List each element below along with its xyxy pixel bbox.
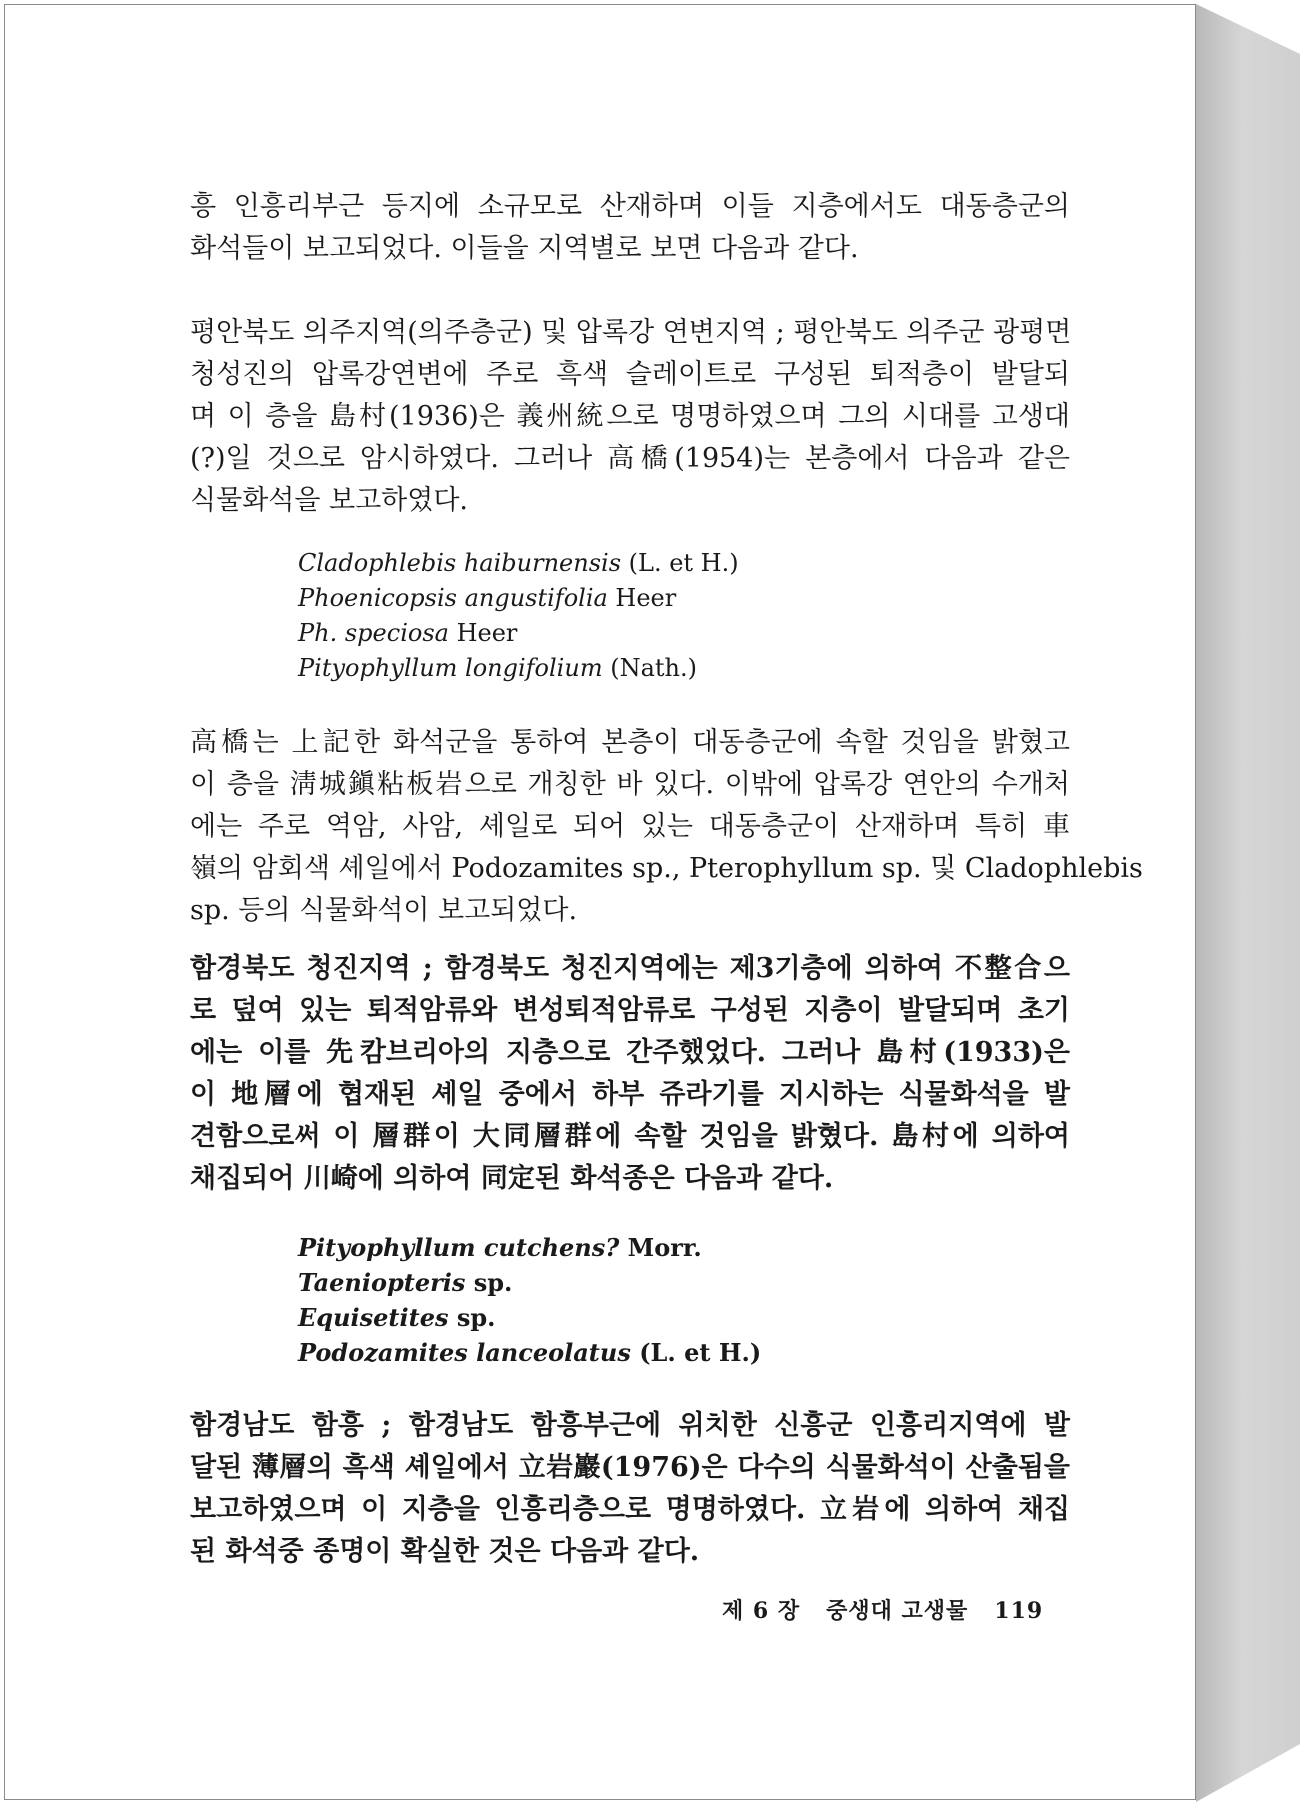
text-line: 高橋는 上記한 화석군을 통하여 본층이 대동층군에 속할 것임을 밝혔고 — [190, 727, 1070, 758]
text-line: 된 화석중 종명이 확실한 것은 다음과 같다. — [190, 1536, 700, 1567]
species-item: Taeniopteris sp. — [298, 1268, 513, 1297]
text-line: 함경북도 청진지역 ; 함경북도 청진지역에는 제3기층에 의하여 不整合으 — [190, 953, 1070, 984]
text-line: (?)일 것으로 암시하였다. 그러나 高橋(1954)는 본층에서 다음과 같은 — [190, 443, 1070, 474]
species-list-1 — [298, 546, 739, 686]
text-line: sp. 등의 식물화석이 보고되었다. — [190, 895, 578, 926]
species-item: Pityophyllum cutchens? Morr. — [298, 1233, 702, 1262]
text-line: 에는 이를 先캄브리아의 지층으로 간주했었다. 그러나 島村(1933)은 — [190, 1037, 1070, 1068]
species-item: Ph. speciosa Heer — [298, 619, 518, 647]
text-line: 며 이 층을 島村(1936)은 義州統으로 명명하였으며 그의 시대를 고생대 — [190, 401, 1070, 432]
text-line: 에는 주로 역암, 사암, 셰일로 되어 있는 대동층군이 산재하며 특히 車 — [190, 811, 1070, 842]
page-number: 119 — [994, 1598, 1044, 1624]
species-item: Podozamites lanceolatus (L. et H.) — [298, 1338, 762, 1367]
book-edge — [1196, 4, 1300, 1802]
text-line: 견함으로써 이 層群이 大同層群에 속할 것임을 밝혔다. 島村에 의하여 — [190, 1121, 1070, 1152]
text-line: 보고하였으며 이 지층을 인흥리층으로 명명하였다. 立岩에 의하여 채집 — [190, 1494, 1070, 1525]
chapter-label: 제 6 장 — [722, 1598, 801, 1624]
text-line: 이 층을 淸城鎭粘板岩으로 개칭한 바 있다. 이밖에 압록강 연안의 수개처 — [190, 769, 1070, 800]
section-uiju-paragraph — [190, 312, 1070, 522]
text-line: 청성진의 압록강연변에 주로 흑색 슬레이트로 구성된 퇴적층이 발달되 — [190, 359, 1070, 390]
species-list-2 — [298, 1230, 761, 1370]
species-item: Equisetites sp. — [298, 1303, 496, 1332]
text-line: 로 덮여 있는 퇴적암류와 변성퇴적암류로 구성된 지층이 발달되며 초기 — [190, 995, 1070, 1026]
text-line: 嶺의 암회색 셰일에서 Podozamites sp., Pterophyllum sp. 및 Cladophlebis — [190, 853, 1143, 884]
page-footer — [722, 1594, 1043, 1625]
text-line: 평안북도 의주지역(의주층군) 및 압록강 연변지역 ; 평안북도 의주군 광평면 — [190, 317, 1072, 348]
section-hamhung-paragraph — [190, 1405, 1070, 1573]
text-line: 흥 인흥리부근 등지에 소규모로 산재하며 이들 지층에서도 대동층군의 — [190, 191, 1070, 222]
text-line: 이 地層에 협재된 셰일 중에서 하부 쥬라기를 지시하는 식물화석을 발 — [190, 1079, 1070, 1110]
section-chongjin-paragraph — [190, 948, 1070, 1200]
text-line: 함경남도 함흥 ; 함경남도 함흥부근에 위치한 신흥군 인흥리지역에 발 — [190, 1410, 1070, 1441]
species-item: Phoenicopsis angustifolia Heer — [298, 584, 677, 612]
species-item: Cladophlebis haiburnensis (L. et H.) — [298, 549, 739, 577]
text-line: 달된 薄層의 흑색 셰일에서 立岩巖(1976)은 다수의 식물화석이 산출됨을 — [190, 1452, 1070, 1483]
text-line: 채집되어 川崎에 의하여 同定된 화석종은 다음과 같다. — [190, 1163, 834, 1194]
text-line: 식물화석을 보고하였다. — [190, 485, 468, 516]
section-takahashi-paragraph — [190, 722, 1143, 932]
chapter-title: 중생대 고생물 — [826, 1598, 969, 1624]
text-line: 화석들이 보고되었다. 이들을 지역별로 보면 다음과 같다. — [190, 233, 859, 264]
species-item: Pityophyllum longifolium (Nath.) — [298, 654, 697, 682]
intro-paragraph — [190, 186, 1070, 270]
